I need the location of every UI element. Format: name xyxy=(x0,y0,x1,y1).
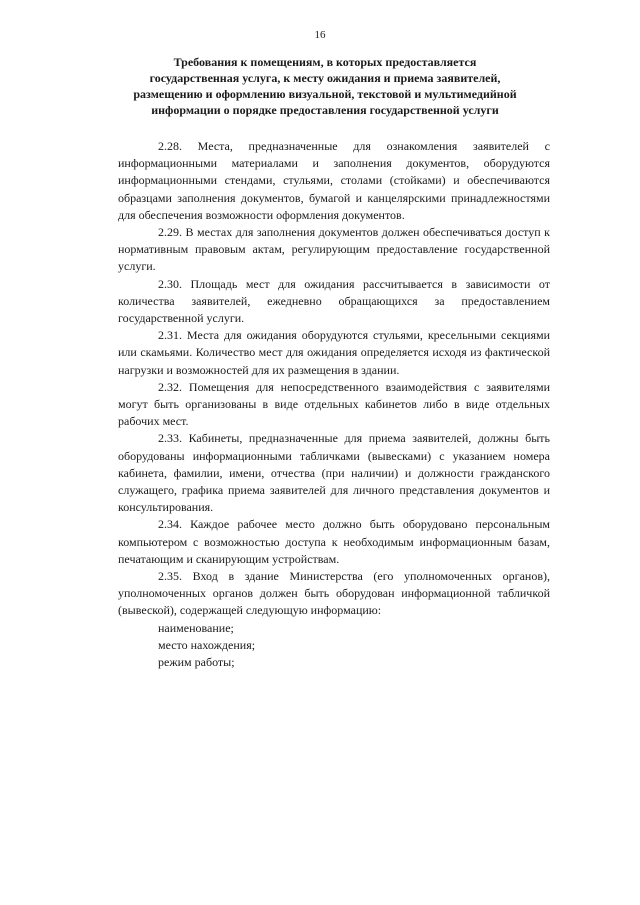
heading-line: Требования к помещениям, в которых предоставляется xyxy=(173,55,477,69)
list-item: место нахождения; xyxy=(158,637,256,652)
paragraph-2-28: 2.28. Места, предназначенные для ознакомления заявителей с информационными материалами и заполнения документов, оборудуются информационными стендами, стульями, столами (стойками) и обеспечиваются образцами заполнения документов, бумагой и канцелярскими принадлежностями для обеспечения возможности оформления документов. xyxy=(118,139,550,222)
page-number: 16 xyxy=(314,29,326,41)
paragraph-2-31: 2.31. Места для ожидания оборудуются стульями, кресельными секциями или скамьями. Количество мест для ожидания определяется исходя из фактической нагрузки и возможностей для их размещения в здании. xyxy=(118,328,550,377)
heading-line: размещению и оформлению визуальной, текстовой и мультимедийной xyxy=(133,87,517,101)
document-body xyxy=(118,138,550,671)
list-item: режим работы; xyxy=(158,655,235,670)
section-heading xyxy=(110,54,540,118)
paragraph-2-32: 2.32. Помещения для непосредственного взаимодействия с заявителями могут быть организованы в виде отдельных кабинетов либо в виде отдельных рабочих мест. xyxy=(118,379,550,429)
heading-line: государственная услуга, к месту ожидания и приема заявителей, xyxy=(149,71,501,85)
paragraph-2-29: 2.29. В местах для заполнения документов должен обеспечиваться доступ к нормативным правовым актам, регулирующим предоставление государственной услуги. xyxy=(118,225,550,274)
paragraph-2-30: 2.30. Площадь мест для ожидания рассчитывается в зависимости от количества заявителей, ежедневно обращающихся за предоставлением государственной услуги. xyxy=(118,276,550,326)
paragraph-2-35: 2.35. Вход в здание Министерства (его уполномоченных органов), уполномоченных органов должен быть оборудован информационной табличкой (вывеской), содержащей следующую информацию: xyxy=(118,569,550,618)
paragraph-2-34: 2.34. Каждое рабочее место должно быть оборудовано персональным компьютером с возможностью доступа к необходимым информационным базам, печатающим и сканирующим устройствам. xyxy=(118,517,550,566)
paragraph-2-33: 2.33. Кабинеты, предназначенные для приема заявителей, должны быть оборудованы информационными табличками (вывесками) с указанием номера кабинета, фамилии, имени, отчества (при наличии) и должности гражданского служащего, графика приема заявителей для личного представления документов и консультирования. xyxy=(118,431,550,515)
heading-line: информации о порядке предоставления государственной услуги xyxy=(151,103,499,117)
list-item: наименование; xyxy=(158,620,234,635)
